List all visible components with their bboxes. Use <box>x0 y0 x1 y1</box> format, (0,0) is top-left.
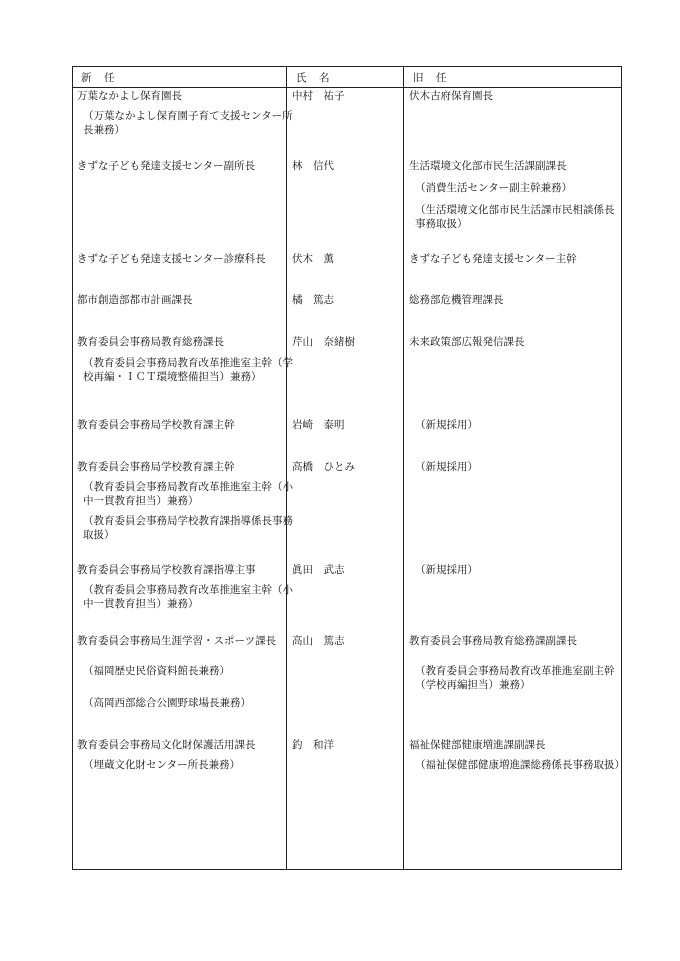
new-post: 教育委員会事務局文化財保護活用課長 <box>77 739 256 751</box>
new-post: 教育委員会事務局学校教育課主幹 <box>77 461 235 473</box>
new-post-note: （埋蔵文化財センター所長兼務） <box>83 759 241 771</box>
old-post: 教育委員会事務局教育総務課副課長 <box>409 635 577 647</box>
old-post-note: （教育委員会事務局教育改革推進室副主幹（学校再編担当）兼務） <box>415 665 615 691</box>
new-post: きずな子ども発達支援センター診療科長 <box>77 253 266 265</box>
old-post-note: （消費生活センター副主幹兼務） <box>415 182 573 194</box>
person-name: 橘 篤志 <box>292 294 334 306</box>
person-name: 伏木 薫 <box>292 253 334 265</box>
old-post: （新規採用） <box>415 461 478 473</box>
old-post: （新規採用） <box>415 564 478 576</box>
new-post-note: （教育委員会事務局教育改革推進室主幹（学校再編・ＩＣＴ環境整備担当）兼務） <box>83 357 293 383</box>
old-post: 福祉保健部健康増進課副課長 <box>409 739 546 751</box>
new-post: きずな子ども発達支援センター副所長 <box>77 160 256 172</box>
header-old-post: 旧 任 <box>413 72 448 84</box>
header-new-post: 新 任 <box>81 72 116 84</box>
person-name: 芹山 奈緒樹 <box>292 336 355 348</box>
old-post: （新規採用） <box>415 419 478 431</box>
person-name: 高山 篤志 <box>292 635 345 647</box>
new-post-note: （教育委員会事務局教育改革推進室主幹（小中一貫教育担当）兼務） <box>83 481 293 507</box>
old-post: 伏木古府保育園長 <box>409 90 493 102</box>
person-name: 釣 和洋 <box>292 739 334 751</box>
new-post: 教育委員会事務局学校教育課指導主事 <box>77 564 256 576</box>
person-name: 高橋 ひとみ <box>292 461 355 473</box>
old-post-note: （生活環境文化部市民生活課市民相談係長事務取扱） <box>415 204 615 230</box>
person-name: 林 信代 <box>292 160 334 172</box>
old-post-note: （福祉保健部健康増進課総務係長事務取扱） <box>415 759 625 771</box>
old-post: 未来政策部広報発信課長 <box>409 336 525 348</box>
new-post-note: （教育委員会事務局教育改革推進室主幹（小中一貫教育担当）兼務） <box>83 584 293 610</box>
new-post-note: （高岡西部総合公園野球場長兼務） <box>83 697 251 709</box>
new-post: 都市創造部都市計画課長 <box>77 294 193 306</box>
new-post-note: （万葉なかよし保育園子育て支援センター所長兼務） <box>83 110 293 136</box>
old-post: きずな子ども発達支援センター主幹 <box>409 253 577 265</box>
person-name: 眞田 武志 <box>292 564 345 576</box>
person-name: 岩崎 泰明 <box>292 419 345 431</box>
personnel-table <box>72 66 625 870</box>
new-post: 教育委員会事務局教育総務課長 <box>77 336 224 348</box>
header-name: 氏 名 <box>296 72 331 84</box>
old-post: 生活環境文化部市民生活課副課長 <box>409 160 567 172</box>
person-name: 中村 祐子 <box>292 90 345 102</box>
new-post-note: （福岡歴史民俗資料館長兼務） <box>83 665 230 677</box>
new-post: 万葉なかよし保育園長 <box>77 90 182 102</box>
new-post-note: （教育委員会事務局学校教育課指導係長事務取扱） <box>83 515 293 541</box>
header-divider <box>73 87 621 88</box>
old-post: 総務部危機管理課長 <box>409 294 504 306</box>
new-post: 教育委員会事務局生涯学習・スポーツ課長 <box>77 635 277 647</box>
new-post: 教育委員会事務局学校教育課主幹 <box>77 419 235 431</box>
